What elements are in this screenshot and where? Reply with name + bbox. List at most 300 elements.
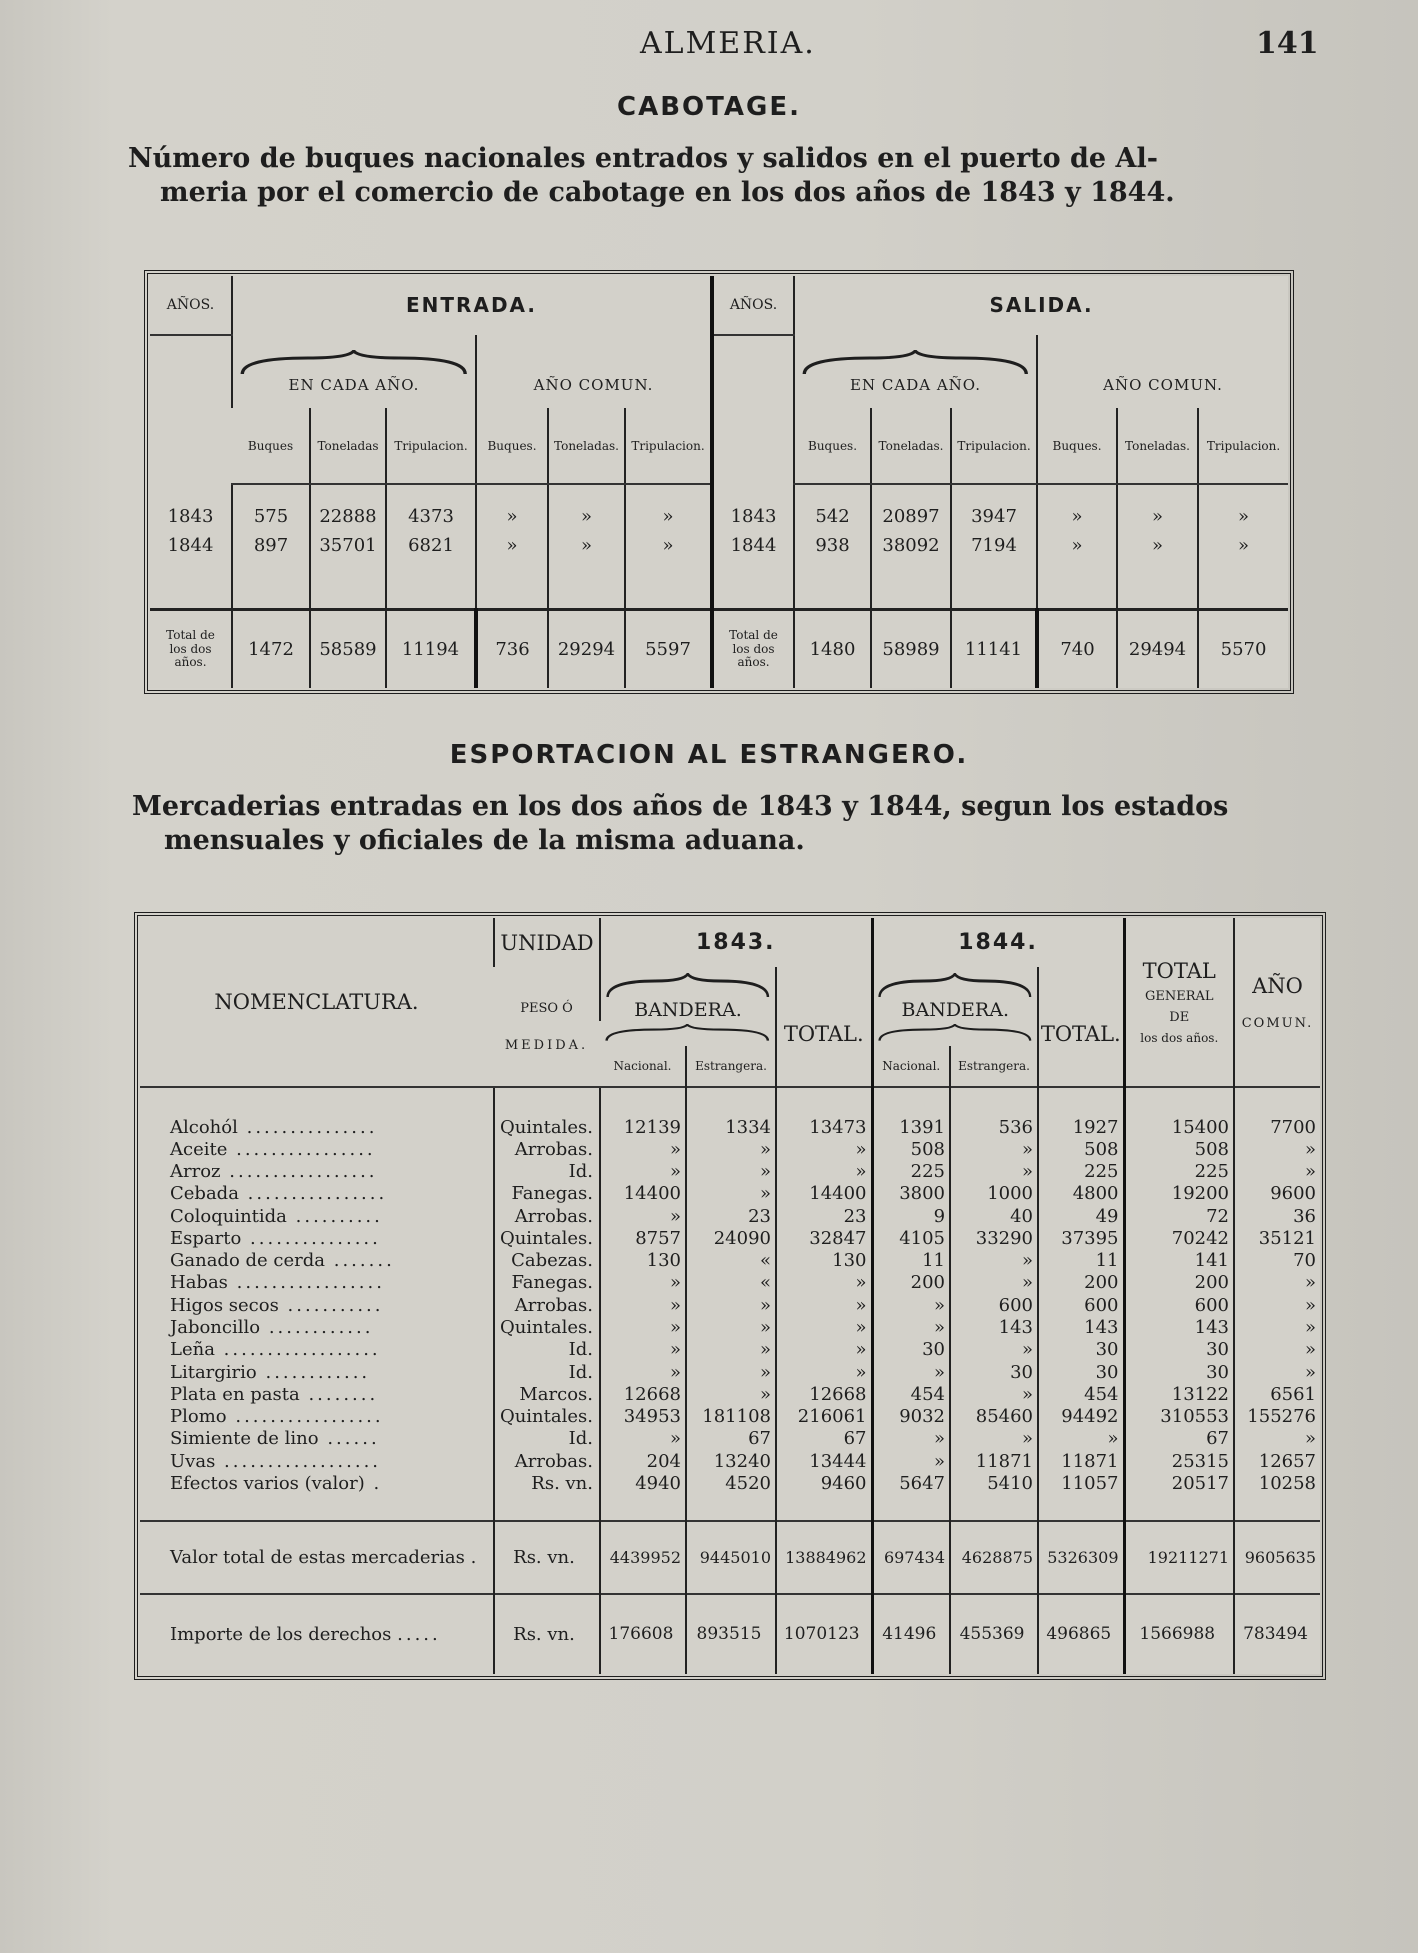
- en-cada-ano-header: [794, 335, 1037, 409]
- ano-comun-label: AÑO COMUN.: [1103, 375, 1223, 394]
- value-cell: 454: [1038, 1383, 1124, 1405]
- value-cell: 1000: [950, 1183, 1038, 1205]
- commodity-name-cell: Alcohól ...............: [170, 1116, 378, 1138]
- value-cell: »: [776, 1138, 872, 1160]
- unit-cell: Arrobas.: [494, 1450, 600, 1472]
- commodity-name: Jaboncillo: [170, 1317, 261, 1338]
- cabotage-row-1844: [150, 531, 1288, 560]
- value-cell: 35121: [1234, 1227, 1320, 1249]
- value-cell: 141: [1124, 1250, 1234, 1272]
- commodity-name: Arroz: [170, 1161, 221, 1183]
- commodity-name: Habas: [170, 1272, 228, 1294]
- bandera-1844-header: [872, 967, 1038, 1021]
- value-cell: 15400: [1124, 1116, 1234, 1138]
- value-cell: 24090: [686, 1227, 776, 1249]
- unit-cell: Quintales.: [494, 1405, 600, 1427]
- value-cell: 19211271: [1124, 1521, 1234, 1593]
- value-cell: 7194: [951, 531, 1037, 560]
- commodity-name: Leña: [170, 1339, 215, 1361]
- value-cell: 23: [686, 1205, 776, 1227]
- blank-cell: [712, 335, 794, 485]
- total-general-line: TOTAL: [1142, 959, 1216, 984]
- importe-label: Importe de los derechos .....: [140, 1594, 494, 1674]
- unidad-line: MEDIDA.: [504, 1037, 589, 1053]
- value-cell: 6561: [1234, 1383, 1320, 1405]
- cabotage-row-1843: [150, 502, 1288, 531]
- ano-comun-header: [1234, 918, 1320, 1087]
- value-cell: 600: [1038, 1294, 1124, 1316]
- commodity-row: [140, 1161, 1320, 1183]
- value-cell: 70242: [1124, 1227, 1234, 1249]
- value-cell: 19200: [1124, 1183, 1234, 1205]
- estrangera-header: Estrangera.: [950, 1046, 1038, 1087]
- value-cell: 3800: [872, 1183, 950, 1205]
- value-cell: »: [600, 1316, 686, 1338]
- total-cell: 29294: [548, 609, 625, 688]
- value-cell: 14400: [776, 1183, 872, 1205]
- cabotage-total-row: [150, 609, 1288, 688]
- brace-icon: [878, 1024, 1032, 1042]
- nacional-header: Nacional.: [613, 1058, 672, 1073]
- unit-cell: Fanegas.: [494, 1183, 600, 1205]
- commodity-row: [140, 1450, 1320, 1472]
- ano-comun-line: AÑO: [1252, 973, 1303, 998]
- value-cell: 893515: [686, 1594, 776, 1674]
- value-cell: »: [872, 1316, 950, 1338]
- commodity-name-cell: Arroz .................: [170, 1161, 378, 1183]
- value-cell: 67: [686, 1428, 776, 1450]
- value-cell: 9: [872, 1205, 950, 1227]
- value-cell: »: [950, 1161, 1038, 1183]
- year-cell: 1843: [712, 502, 794, 531]
- row-label: Importe de los derechos: [170, 1623, 392, 1645]
- value-cell: 508: [1124, 1138, 1234, 1160]
- value-cell: 4373: [386, 502, 476, 531]
- commodity-name-cell: Aceite ................: [170, 1138, 376, 1160]
- commodity-name: Uvas: [170, 1450, 216, 1472]
- value-cell: 9600: [1234, 1183, 1320, 1205]
- column-header: Toneladas.: [1117, 408, 1198, 484]
- commodity-name-cell: Efectos varios (valor) .: [170, 1472, 383, 1494]
- value-cell: 11: [1038, 1250, 1124, 1272]
- bandera-label: BANDERA.: [901, 999, 1009, 1022]
- value-cell: 34953: [600, 1405, 686, 1427]
- value-cell: »: [600, 1205, 686, 1227]
- value-cell: »: [1198, 502, 1288, 531]
- total-1844-header: TOTAL.: [1038, 967, 1124, 1087]
- commodity-name: Efectos varios (valor): [170, 1472, 365, 1494]
- anos-header: AÑOS.: [712, 276, 794, 335]
- value-cell: »: [600, 1428, 686, 1450]
- value-cell: 30: [1038, 1361, 1124, 1383]
- entrada-header: ENTRADA.: [232, 276, 712, 335]
- value-cell: 181108: [686, 1405, 776, 1427]
- total-cell: 5570: [1198, 609, 1288, 688]
- value-cell: 70: [1234, 1250, 1320, 1272]
- page-number: 141: [1256, 26, 1319, 61]
- value-cell: 67: [776, 1428, 872, 1450]
- cabotage-subtitle: [128, 142, 1175, 210]
- total-cell: 11194: [386, 609, 476, 688]
- total-cell: 58989: [871, 609, 951, 688]
- esportacion-subtitle-line: Mercaderias entradas en los dos años de 1843 y 1844, segun los estados: [132, 791, 1229, 822]
- spacer-row: [150, 560, 1288, 609]
- commodity-name-cell: Cebada ................: [170, 1183, 388, 1205]
- total-cell: 29494: [1117, 609, 1198, 688]
- value-cell: 496865: [1038, 1594, 1124, 1674]
- blank-cell: [150, 335, 232, 485]
- unidad-line: PESO Ó: [520, 1000, 573, 1016]
- unit-cell: Rs. vn.: [494, 1521, 600, 1593]
- value-cell: 310553: [1124, 1405, 1234, 1427]
- value-cell: 13444: [776, 1450, 872, 1472]
- spacer-row: [140, 1495, 1320, 1522]
- column-header: Tripulacion.: [951, 408, 1037, 484]
- en-cada-ano-header: [232, 335, 476, 409]
- importe-row: [140, 1594, 1320, 1674]
- spacer-row: [150, 484, 1288, 501]
- commodity-name-cell: Leña ..................: [170, 1339, 381, 1361]
- unit-cell: Marcos.: [494, 1383, 600, 1405]
- value-cell: 23: [776, 1205, 872, 1227]
- column-header: Tripulacion.: [625, 408, 712, 484]
- value-cell: 155276: [1234, 1405, 1320, 1427]
- column-header: Toneladas.: [548, 408, 625, 484]
- value-cell: »: [686, 1383, 776, 1405]
- column-header: Buques: [232, 408, 310, 484]
- value-cell: »: [1234, 1272, 1320, 1294]
- year-1844-header: 1844.: [872, 918, 1124, 967]
- value-cell: »: [872, 1428, 950, 1450]
- row-label: Valor total de estas mercaderias: [170, 1546, 465, 1568]
- value-cell: 897: [232, 531, 310, 560]
- total-cell: 1472: [232, 609, 310, 688]
- en-cada-ano-label: EN CADA AÑO.: [288, 375, 420, 394]
- nomenclatura-header: NOMENCLATURA.: [214, 990, 419, 1015]
- value-cell: «: [686, 1272, 776, 1294]
- commodity-row: [140, 1227, 1320, 1249]
- value-cell: »: [1037, 531, 1117, 560]
- ano-comun-header: [1037, 335, 1288, 409]
- value-cell: »: [600, 1339, 686, 1361]
- value-cell: »: [950, 1272, 1038, 1294]
- value-cell: 94492: [1038, 1405, 1124, 1427]
- value-cell: «: [686, 1250, 776, 1272]
- total-label-line: los dos: [732, 641, 775, 656]
- value-cell: »: [776, 1272, 872, 1294]
- value-cell: »: [950, 1138, 1038, 1160]
- valor-total-label: Valor total de estas mercaderias .: [140, 1521, 494, 1593]
- value-cell: 454: [872, 1383, 950, 1405]
- value-cell: »: [1234, 1339, 1320, 1361]
- value-cell: »: [950, 1383, 1038, 1405]
- commodity-name-cell: Simiente de lino ......: [170, 1428, 380, 1450]
- value-cell: »: [686, 1361, 776, 1383]
- value-cell: 600: [950, 1294, 1038, 1316]
- value-cell: 1391: [872, 1116, 950, 1138]
- total-cell: 736: [476, 609, 548, 688]
- value-cell: »: [1234, 1161, 1320, 1183]
- value-cell: 508: [1038, 1138, 1124, 1160]
- total-general-line: GENERAL: [1144, 989, 1214, 1005]
- value-cell: »: [1234, 1316, 1320, 1338]
- value-cell: 455369: [950, 1594, 1038, 1674]
- value-cell: 143: [1038, 1316, 1124, 1338]
- value-cell: 67: [1124, 1428, 1234, 1450]
- value-cell: 41496: [872, 1594, 950, 1674]
- year-cell: 1844: [712, 531, 794, 560]
- value-cell: 49: [1038, 1205, 1124, 1227]
- unit-cell: Rs. vn.: [494, 1594, 600, 1674]
- value-cell: 22888: [310, 502, 386, 531]
- value-cell: »: [625, 502, 712, 531]
- value-cell: »: [476, 531, 548, 560]
- column-header: Toneladas.: [871, 408, 951, 484]
- commodity-row: [140, 1472, 1320, 1494]
- value-cell: 4940: [600, 1472, 686, 1494]
- value-cell: 9032: [872, 1405, 950, 1427]
- value-cell: »: [600, 1294, 686, 1316]
- unit-cell: Fanegas.: [494, 1272, 600, 1294]
- value-cell: »: [1234, 1294, 1320, 1316]
- column-header: Buques.: [476, 408, 548, 484]
- brace-cell: [872, 1021, 1038, 1046]
- value-cell: 30: [1124, 1361, 1234, 1383]
- value-cell: 85460: [950, 1405, 1038, 1427]
- value-cell: 176608: [600, 1594, 686, 1674]
- value-cell: »: [686, 1294, 776, 1316]
- value-cell: 600: [1124, 1294, 1234, 1316]
- value-cell: 225: [872, 1161, 950, 1183]
- merc-header-row-1: [140, 918, 1320, 967]
- value-cell: 37395: [1038, 1227, 1124, 1249]
- value-cell: »: [872, 1450, 950, 1472]
- value-cell: 20897: [871, 502, 951, 531]
- anos-header: AÑOS.: [150, 276, 232, 335]
- value-cell: »: [600, 1361, 686, 1383]
- brace-icon: [605, 1024, 770, 1042]
- value-cell: 14400: [600, 1183, 686, 1205]
- value-cell: 225: [1038, 1161, 1124, 1183]
- value-cell: »: [548, 502, 625, 531]
- value-cell: 35701: [310, 531, 386, 560]
- value-cell: 38092: [871, 531, 951, 560]
- value-cell: 200: [1038, 1272, 1124, 1294]
- value-cell: 204: [600, 1450, 686, 1472]
- running-header: [0, 26, 1418, 66]
- value-cell: 5410: [950, 1472, 1038, 1494]
- commodity-row: [140, 1183, 1320, 1205]
- value-cell: 4520: [686, 1472, 776, 1494]
- value-cell: »: [1234, 1361, 1320, 1383]
- value-cell: 40: [950, 1205, 1038, 1227]
- unit-cell: Cabezas.: [494, 1250, 600, 1272]
- total-cell: 740: [1037, 609, 1117, 688]
- value-cell: 4628875: [950, 1521, 1038, 1593]
- value-cell: »: [1117, 531, 1198, 560]
- unit-cell: Quintales.: [494, 1316, 600, 1338]
- salida-header: SALIDA.: [794, 276, 1288, 335]
- commodity-row: [140, 1383, 1320, 1405]
- value-cell: 542: [794, 502, 871, 531]
- brace-icon: [878, 973, 1032, 999]
- value-cell: 1927: [1038, 1116, 1124, 1138]
- total-label-line: años.: [737, 655, 770, 670]
- total-label-line: Total de: [729, 627, 778, 642]
- commodity-name-cell: Ganado de cerda .......: [170, 1250, 395, 1272]
- commodity-row: [140, 1316, 1320, 1338]
- value-cell: 1334: [686, 1116, 776, 1138]
- spacer-row: [140, 1087, 1320, 1116]
- value-cell: »: [872, 1361, 950, 1383]
- cabotage-subtitle-line: Número de buques nacionales entrados y salidos en el puerto de Al-: [128, 143, 1158, 174]
- value-cell: 6821: [386, 531, 476, 560]
- total-label-line: años.: [174, 655, 207, 670]
- value-cell: 30: [872, 1339, 950, 1361]
- value-cell: »: [1117, 502, 1198, 531]
- value-cell: 13473: [776, 1116, 872, 1138]
- value-cell: »: [1198, 531, 1288, 560]
- commodity-name-cell: Esparto ...............: [170, 1227, 381, 1249]
- commodity-name: Alcohól: [170, 1116, 238, 1138]
- value-cell: »: [776, 1361, 872, 1383]
- total-label-line: los dos: [169, 641, 212, 656]
- esportacion-subtitle: [132, 790, 1228, 858]
- value-cell: 575: [232, 502, 310, 531]
- header-title: ALMERIA.: [640, 26, 816, 61]
- commodity-row: [140, 1116, 1320, 1138]
- commodity-row: [140, 1138, 1320, 1160]
- total-label-line: Total de: [166, 627, 215, 642]
- commodity-name-cell: Plata en pasta ........: [170, 1383, 379, 1405]
- value-cell: 12668: [600, 1383, 686, 1405]
- brace-icon: [606, 973, 770, 999]
- ano-comun-label: AÑO COMUN.: [533, 375, 654, 394]
- value-cell: »: [600, 1138, 686, 1160]
- esportacion-title: ESPORTACION AL ESTRANGERO.: [449, 740, 969, 770]
- commodity-row: [140, 1250, 1320, 1272]
- value-cell: 33290: [950, 1227, 1038, 1249]
- value-cell: 10258: [1234, 1472, 1320, 1494]
- value-cell: 32847: [776, 1227, 872, 1249]
- value-cell: 11057: [1038, 1472, 1124, 1494]
- value-cell: 12668: [776, 1383, 872, 1405]
- value-cell: »: [1234, 1138, 1320, 1160]
- column-header: Buques.: [1037, 408, 1117, 484]
- value-cell: 130: [600, 1250, 686, 1272]
- value-cell: »: [1234, 1428, 1320, 1450]
- bandera-label: BANDERA.: [634, 999, 742, 1022]
- value-cell: 130: [776, 1250, 872, 1272]
- unit-cell: Arrobas.: [494, 1138, 600, 1160]
- value-cell: 200: [1124, 1272, 1234, 1294]
- value-cell: 30: [1124, 1339, 1234, 1361]
- value-cell: 225: [1124, 1161, 1234, 1183]
- cabotage-subheader-row: [150, 335, 1288, 409]
- value-cell: 20517: [1124, 1472, 1234, 1494]
- commodity-name-cell: Litargirio ............: [170, 1361, 371, 1383]
- commodity-row: [140, 1405, 1320, 1427]
- cabotage-header-row: [150, 276, 1288, 335]
- column-header: Toneladas: [310, 408, 386, 484]
- year-cell: 1843: [167, 505, 214, 527]
- commodity-name: Simiente de lino: [170, 1428, 319, 1450]
- value-cell: 938: [794, 531, 871, 560]
- value-cell: 1566988: [1124, 1594, 1234, 1674]
- value-cell: 8757: [600, 1227, 686, 1249]
- value-cell: 11871: [1038, 1450, 1124, 1472]
- commodity-row: [140, 1428, 1320, 1450]
- value-cell: »: [476, 502, 548, 531]
- commodity-name-cell: Jaboncillo ............: [170, 1317, 374, 1338]
- value-cell: 9460: [776, 1472, 872, 1494]
- value-cell: 12657: [1234, 1450, 1320, 1472]
- value-cell: 11: [872, 1250, 950, 1272]
- commodity-name: Cebada: [170, 1183, 239, 1205]
- value-cell: »: [776, 1161, 872, 1183]
- unidad-subheader: [494, 967, 600, 1087]
- total-label: [150, 609, 232, 688]
- unit-cell: Arrobas.: [494, 1205, 600, 1227]
- commodity-row: [140, 1272, 1320, 1294]
- value-cell: »: [625, 531, 712, 560]
- value-cell: 4105: [872, 1227, 950, 1249]
- valor-total-row: [140, 1521, 1320, 1593]
- commodity-name-cell: Habas .................: [170, 1272, 385, 1294]
- commodity-row: [140, 1361, 1320, 1383]
- unit-cell: Arrobas.: [494, 1294, 600, 1316]
- commodity-name: Aceite: [170, 1138, 228, 1160]
- value-cell: 72: [1124, 1205, 1234, 1227]
- cabotage-title: CABOTAGE.: [617, 92, 801, 122]
- nacional-header: Nacional.: [872, 1046, 950, 1087]
- commodity-row: [140, 1294, 1320, 1316]
- value-cell: »: [776, 1294, 872, 1316]
- value-cell: 3947: [951, 502, 1037, 531]
- commodity-name: Ganado de cerda: [170, 1250, 326, 1272]
- value-cell: 7700: [1234, 1116, 1320, 1138]
- value-cell: »: [950, 1339, 1038, 1361]
- value-cell: 25315: [1124, 1450, 1234, 1472]
- commodity-name: Plomo: [170, 1406, 227, 1428]
- value-cell: »: [600, 1161, 686, 1183]
- total-1843-header: TOTAL.: [776, 967, 872, 1087]
- mercaderias-table: [140, 918, 1320, 1674]
- ano-comun-header: [476, 335, 712, 409]
- brace-cell: [600, 1021, 776, 1046]
- value-cell: »: [1038, 1428, 1124, 1450]
- commodity-name: Esparto: [170, 1227, 242, 1249]
- ano-comun-line: COMUN.: [1241, 1015, 1314, 1031]
- value-cell: 9605635: [1234, 1521, 1320, 1593]
- cabotage-subtitle-line: meria por el comercio de cabotage en los dos años de 1843 y 1844.: [160, 176, 1175, 208]
- unit-cell: Quintales.: [494, 1227, 600, 1249]
- total-cell: 58589: [310, 609, 386, 688]
- total-general-line: DE: [1169, 1010, 1190, 1026]
- value-cell: 12139: [600, 1116, 686, 1138]
- value-cell: »: [548, 531, 625, 560]
- year-cell: 1844: [167, 535, 214, 557]
- value-cell: »: [686, 1316, 776, 1338]
- value-cell: 11871: [950, 1450, 1038, 1472]
- value-cell: »: [686, 1138, 776, 1160]
- value-cell: 30: [1038, 1339, 1124, 1361]
- value-cell: 4800: [1038, 1183, 1124, 1205]
- commodity-name-cell: Plomo .................: [170, 1406, 384, 1428]
- value-cell: »: [1037, 502, 1117, 531]
- value-cell: »: [950, 1250, 1038, 1272]
- value-cell: »: [776, 1316, 872, 1338]
